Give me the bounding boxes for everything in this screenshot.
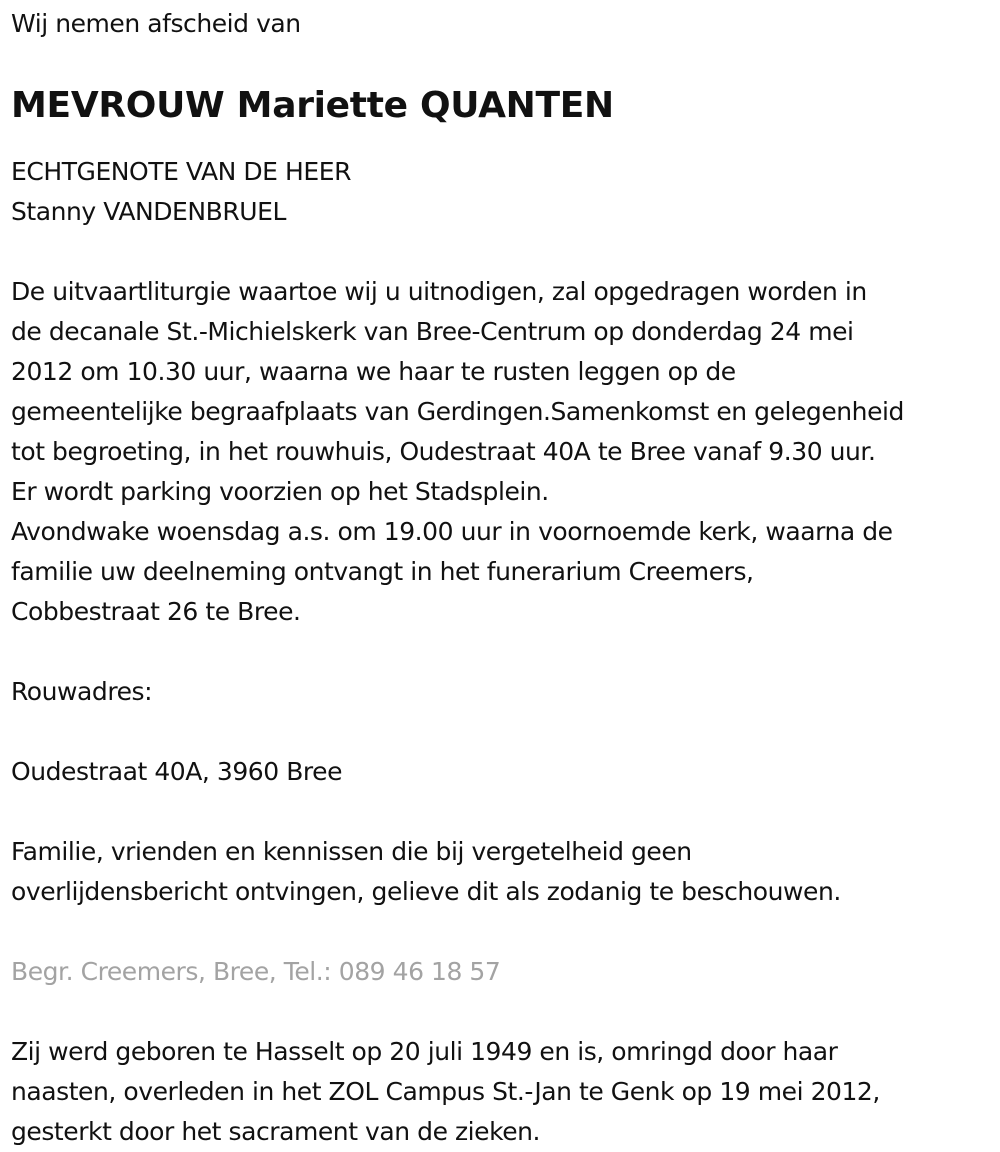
obituary-notice	[11, 0, 996, 1152]
birth-line: naasten, overleden in het ZOL Campus St.-Jan te Genk op 19 mei 2012,	[11, 1077, 880, 1107]
family-line: overlijdensbericht ontvingen, gelieve dit als zodanig te beschouwen.	[11, 877, 841, 907]
liturgy-line: tot begroeting, in het rouwhuis, Oudestraat 40A te Bree vanaf 9.30 uur.	[11, 437, 876, 467]
spouse-line: Stanny VANDENBRUEL	[11, 197, 286, 227]
deceased-name: MEVROUW Mariette QUANTEN	[11, 85, 614, 126]
liturgy-line: 2012 om 10.30 uur, waarna we haar te rusten leggen op de	[11, 357, 736, 387]
intro-text: Wij nemen afscheid van	[11, 9, 301, 38]
liturgy-line: Er wordt parking voorzien op het Stadsplein.	[11, 477, 549, 507]
birth-line: Zij werd geboren te Hasselt op 20 juli 1949 en is, omringd door haar	[11, 1037, 838, 1067]
birth-line: gesterkt door het sacrament van de zieken.	[11, 1117, 541, 1147]
family-line: Familie, vrienden en kennissen die bij vergetelheid geen	[11, 837, 692, 867]
liturgy-line: De uitvaartliturgie waartoe wij u uitnodigen, zal opgedragen worden in	[11, 277, 867, 307]
address-text: Oudestraat 40A, 3960 Bree	[11, 757, 343, 787]
liturgy-line: Avondwake woensdag a.s. om 19.00 uur in voornoemde kerk, waarna de	[11, 517, 893, 547]
spouse-line: ECHTGENOTE VAN DE HEER	[11, 157, 351, 187]
address-label: Rouwadres:	[11, 677, 153, 707]
spouse-block	[11, 152, 996, 232]
liturgy-line: de decanale St.-Michielskerk van Bree-Centrum op donderdag 24 mei	[11, 317, 854, 347]
liturgy-line: familie uw deelneming ontvangt in het funerarium Creemers,	[11, 557, 754, 587]
liturgy-paragraph	[11, 272, 996, 632]
family-paragraph	[11, 832, 996, 912]
liturgy-line: gemeentelijke begraafplaats van Gerdingen.Samenkomst en gelegenheid	[11, 397, 904, 427]
funeral-home-contact: Begr. Creemers, Bree, Tel.: 089 46 18 57	[11, 957, 501, 987]
birth-paragraph	[11, 1032, 996, 1152]
liturgy-line: Cobbestraat 26 te Bree.	[11, 597, 301, 627]
